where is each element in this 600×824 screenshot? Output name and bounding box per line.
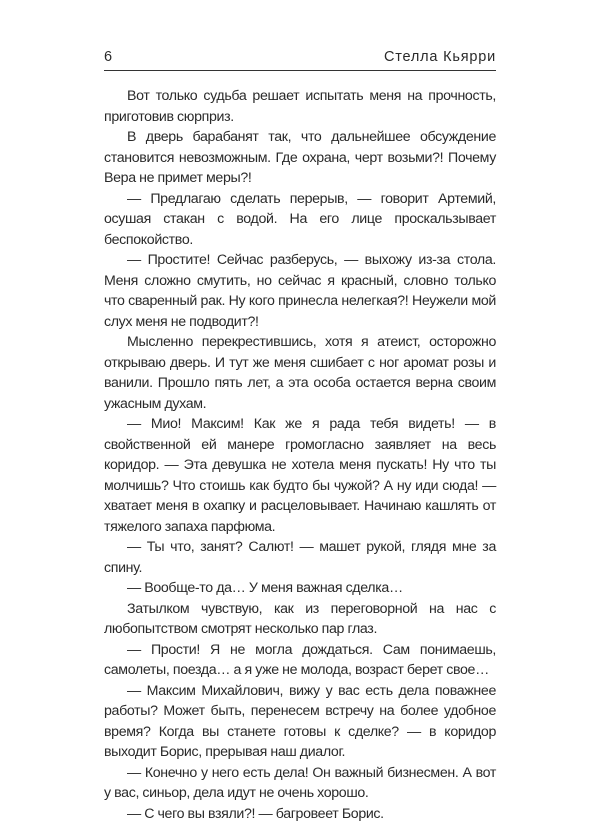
paragraph: — Мио! Максим! Как же я рада тебя видеть! — в свойственной ей манере громогласно заявляет на весь коридор. — Эта девушка не хотела меня пускать! Ну что ты молчишь? Что стоишь как будто бы чужой? А ну иди сюда! — хватает меня в охапку и расцеловывает. Начинаю кашлять от тяжелого запаха парфюма. [104,414,496,537]
paragraph: Вот только судьба решает испытать меня на прочность, приготовив сюрприз. [104,86,496,127]
paragraph: — Конечно у него есть дела! Он важный бизнесмен. А вот у вас, синьор, дела идут не очень хорошо. [104,763,496,804]
paragraph: В дверь барабанят так, что дальнейшее обсуждение становится невозможным. Где охрана, черт возьми?! Почему Вера не примет меры?! [104,127,496,189]
paragraph: — Предлагаю сделать перерыв, — говорит Артемий, осушая стакан с водой. На его лице проскальзывает беспокойство. [104,189,496,251]
paragraph: — Вообще-то да… У меня важная сделка… [104,578,496,599]
paragraph: Затылком чувствую, как из переговорной на нас с любопытством смотрят несколько пар глаз. [104,599,496,640]
page-number: 6 [104,48,112,66]
header-rule [104,70,496,71]
running-header [104,48,496,66]
paragraph: — С чего вы взяли?! — багровеет Борис. [104,804,496,824]
body-text [104,86,496,824]
paragraph: — Простите! Сейчас разберусь, — выхожу из-за стола. Меня сложно смутить, но сейчас я красный, словно только что сваренный рак. Ну кого принесла нелегкая?! Неужели мой слух меня не подводит?! [104,250,496,332]
paragraph: Мысленно перекрестившись, хотя я атеист, осторожно открываю дверь. И тут же меня сшибает с ног аромат розы и ванили. Прошло пять лет, а эта особа остается верна своим ужасным духам. [104,332,496,414]
book-author: Стелла Кьярри [384,48,496,66]
paragraph: — Максим Михайлович, вижу у вас есть дела поважнее работы? Может быть, перенесем встречу на более удобное время? Когда вы станете готовы к сделке? — в коридор выходит Борис, прерывая наш диалог. [104,681,496,763]
paragraph: — Ты что, занят? Салют! — машет рукой, глядя мне за спину. [104,537,496,578]
paragraph: — Прости! Я не могла дождаться. Сам понимаешь, самолеты, поезда… а я уже не молода, возраст берет свое… [104,640,496,681]
